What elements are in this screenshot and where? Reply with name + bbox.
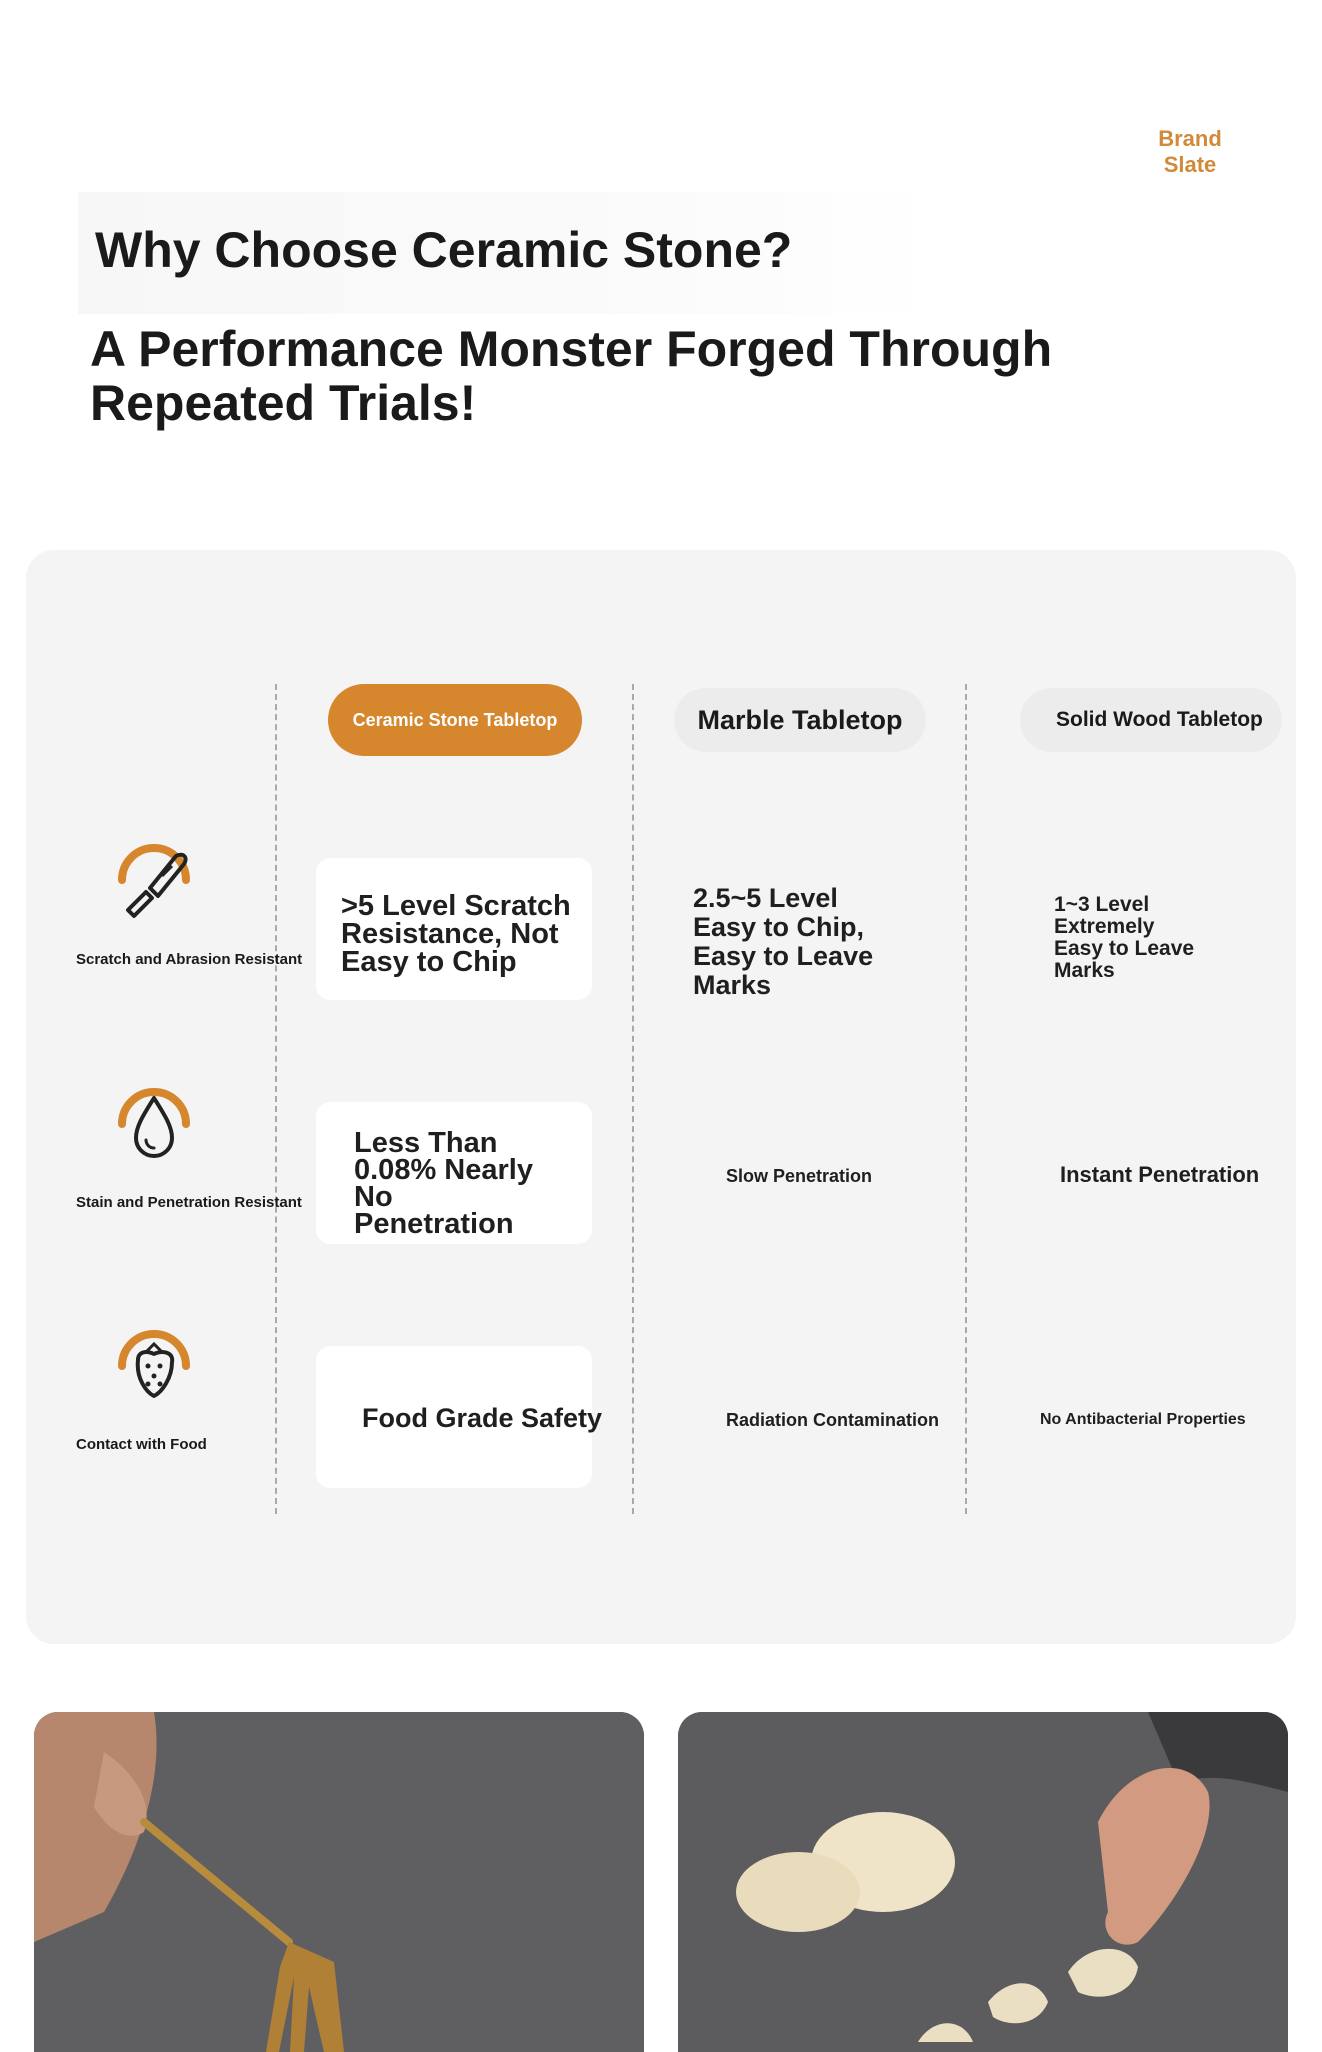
row-label-food: Contact with Food <box>76 1436 207 1453</box>
ceramic-scratch-value: >5 Level Scratch Resistance, Not Easy to Chip <box>341 890 571 978</box>
fork-on-ceramic-photo <box>34 1712 644 2052</box>
ceramic-food-value: Food Grade Safety <box>362 1403 603 1433</box>
column-divider <box>965 684 967 1514</box>
row-label-stain: Stain and Penetration Resistant <box>76 1194 302 1211</box>
marble-stain-value: Slow Penetration <box>726 1166 873 1186</box>
column-header-wood: Solid Wood Tabletop <box>1020 688 1282 752</box>
brand-line-1: Brand <box>1158 126 1222 151</box>
wood-scratch-value: 1~3 Level Extremely Easy to Leave Marks <box>1054 893 1195 982</box>
column-header-marble: Marble Tabletop <box>674 688 926 752</box>
knife-icon <box>114 840 194 920</box>
water-drop-icon <box>114 1084 194 1164</box>
wood-stain-value: Instant Penetration <box>1060 1162 1260 1187</box>
strawberry-icon <box>114 1326 194 1406</box>
dumplings-on-ceramic-photo <box>678 1712 1288 2052</box>
wood-food-value: No Antibacterial Properties <box>1040 1411 1246 1428</box>
brand-line-2: Slate <box>1163 152 1217 177</box>
column-divider <box>275 684 277 1514</box>
ceramic-stain-value: Less Than 0.08% Nearly No Penetration <box>354 1127 533 1240</box>
marble-food-value: Radiation Contamination <box>726 1410 939 1430</box>
row-label-scratch: Scratch and Abrasion Resistant <box>76 951 303 968</box>
page-title: Why Choose Ceramic Stone? <box>95 222 793 278</box>
marble-scratch-value: 2.5~5 Level Easy to Chip, Easy to Leave Marks <box>693 883 874 1000</box>
column-divider <box>632 684 634 1514</box>
brand-logo <box>1140 126 1240 178</box>
page-subtitle: A Performance Monster Forged Through Repeated Trials! <box>90 321 1053 431</box>
column-header-ceramic: Ceramic Stone Tabletop <box>328 684 582 756</box>
